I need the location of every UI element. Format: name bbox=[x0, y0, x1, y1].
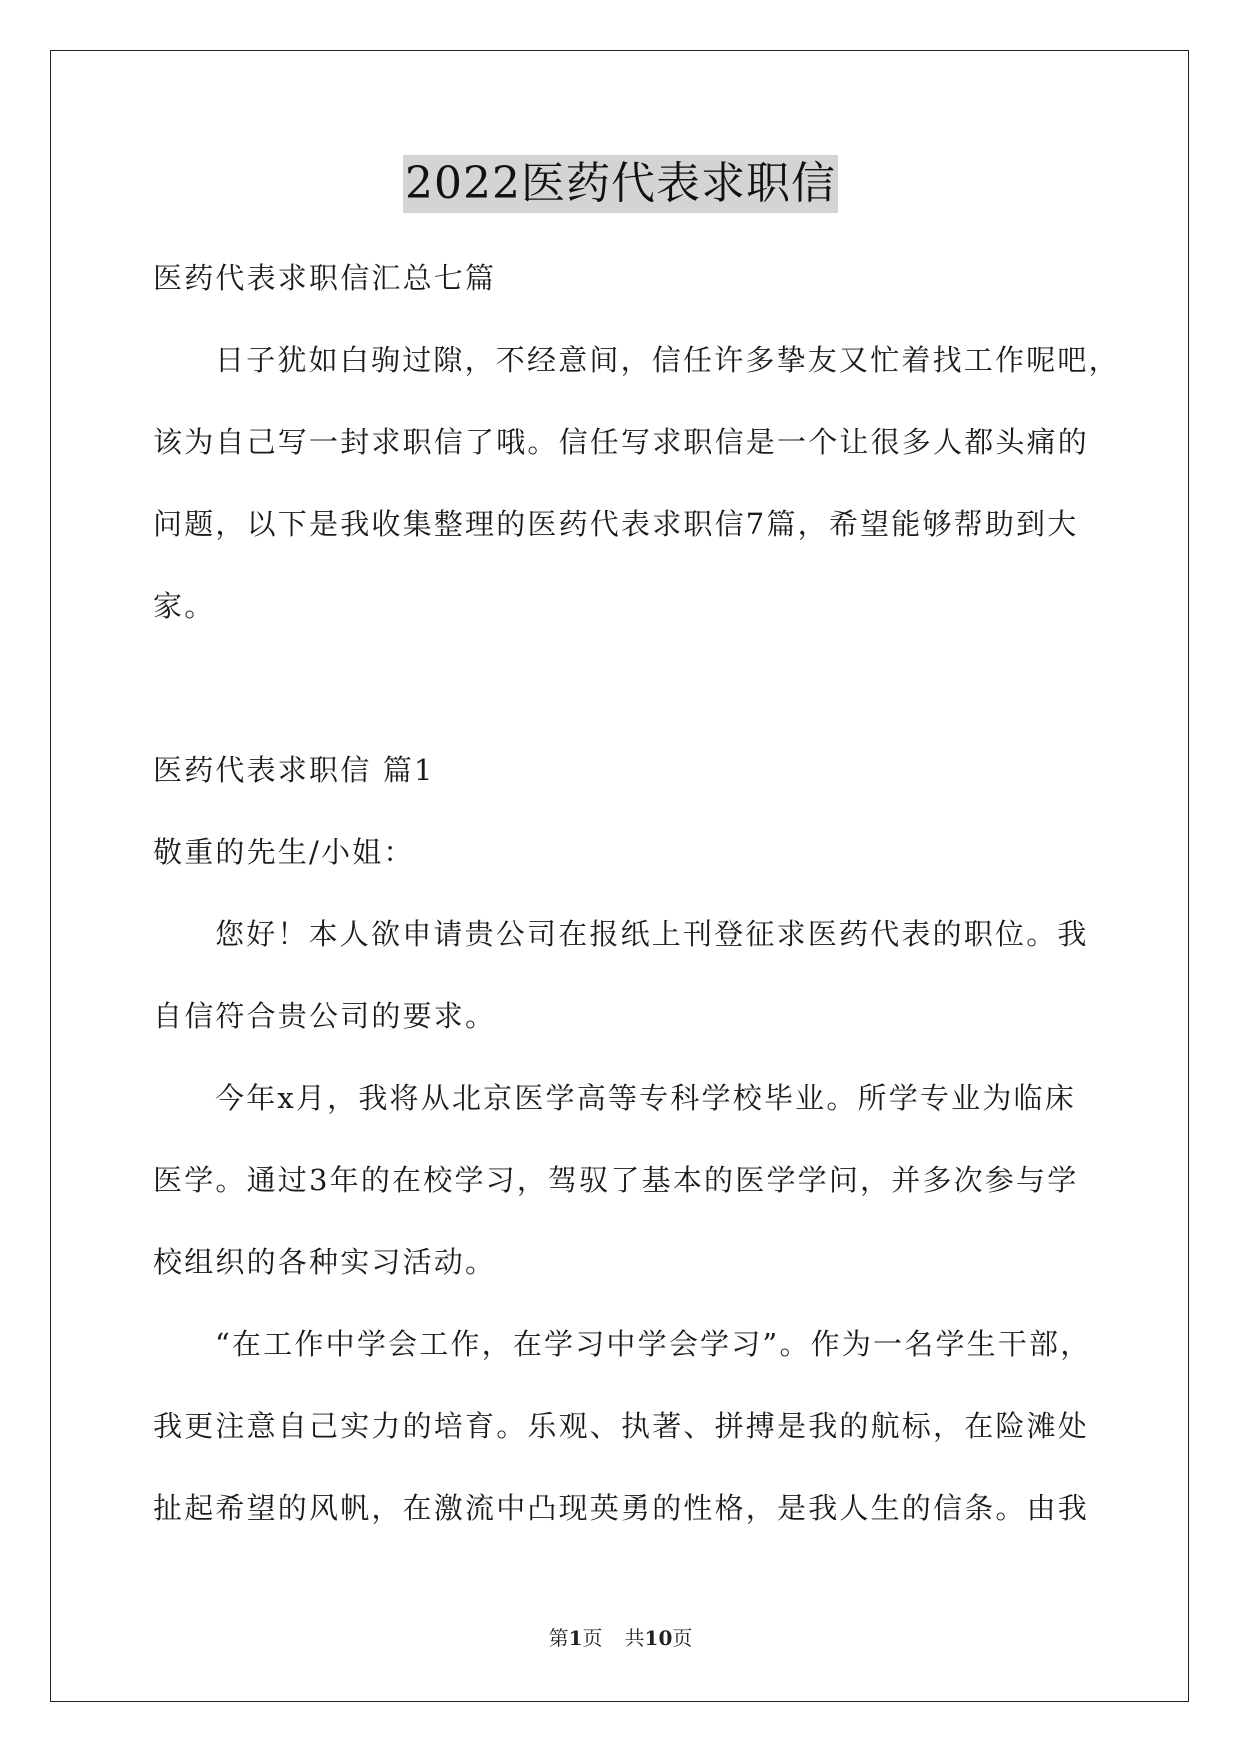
document-body bbox=[153, 237, 1120, 1549]
paragraph-line: 校组织的各种实习活动。 bbox=[153, 1245, 497, 1279]
page-footer bbox=[0, 1622, 1241, 1651]
title-container bbox=[0, 155, 1241, 213]
page-prefix: 第 bbox=[548, 1626, 569, 1650]
total-prefix: 共 bbox=[624, 1626, 645, 1650]
blank-line bbox=[153, 647, 1093, 729]
total-suffix: 页 bbox=[672, 1626, 693, 1650]
salutation: 敬重的先生/小姐： bbox=[153, 835, 415, 869]
document-subtitle: 医药代表求职信汇总七篇 bbox=[153, 261, 497, 295]
paragraph-line: 我更注意自己实力的培育。乐观、执著、拼搏是我的航标，在险滩处 bbox=[153, 1409, 1090, 1443]
document-title: 2022医药代表求职信 bbox=[403, 155, 838, 213]
section-heading: 医药代表求职信 篇1 bbox=[153, 753, 435, 787]
paragraph-line: “在工作中学会工作，在学习中学会学习”。作为一名学生干部， bbox=[215, 1327, 1092, 1361]
paragraph-line: 您好！本人欲申请贵公司在报纸上刊登征求医药代表的职位。我 bbox=[215, 917, 1089, 951]
intro-line: 问题，以下是我收集整理的医药代表求职信7篇，希望能够帮助到大 bbox=[153, 507, 1079, 541]
total-pages: 10 bbox=[644, 1626, 673, 1650]
intro-line: 日子犹如白驹过隙，不经意间，信任许多挚友又忙着找工作呢吧， bbox=[215, 343, 1120, 377]
paragraph-line: 今年x月，我将从北京医学高等专科学校毕业。所学专业为临床 bbox=[215, 1081, 1076, 1115]
intro-line: 家。 bbox=[153, 589, 216, 623]
page-suffix: 页 bbox=[582, 1626, 603, 1650]
paragraph-line: 医学。通过3年的在校学习，驾驭了基本的医学学问，并多次参与学 bbox=[153, 1163, 1079, 1197]
paragraph-line: 自信符合贵公司的要求。 bbox=[153, 999, 497, 1033]
paragraph-line: 扯起希望的风帆，在激流中凸现英勇的性格，是我人生的信条。由我 bbox=[153, 1491, 1090, 1525]
intro-line: 该为自己写一封求职信了哦。信任写求职信是一个让很多人都头痛的 bbox=[153, 425, 1090, 459]
page-number: 1 bbox=[568, 1626, 583, 1650]
